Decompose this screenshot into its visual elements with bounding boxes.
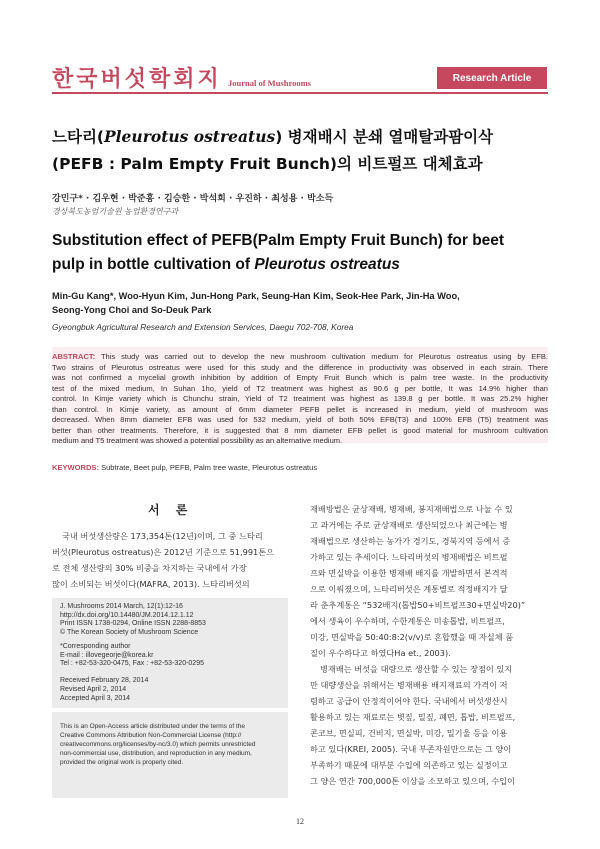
english-title-species: Pleurotus ostreatus [254, 256, 400, 273]
korean-affiliation: 경상북도농업기술원 농업환경연구과 [52, 207, 179, 216]
keywords-label: KEYWORDS: [52, 463, 99, 472]
info-line: *Corresponding author [60, 643, 131, 650]
body-line: 많이 소비되는 버섯이다(MAFRA, 2013). 느타리버섯의 [52, 579, 250, 589]
open-access-line: creativecommons.org/licenses/by-nc/3.0) which permits unrestricted [60, 741, 256, 748]
keywords [52, 463, 317, 472]
info-line: Received February 28, 2014 [60, 677, 149, 684]
abstract-line: than control. In Kimje variety, as amount of 6mm diameter PEFB pellet is increased in medium, yield of mushroom was [52, 404, 548, 414]
korean-title-species: Pleurotus ostreatus [104, 127, 276, 146]
open-access-line: Creative Commons Attribution Non-Commercial License (http:// [60, 732, 242, 739]
header-rule [52, 92, 548, 94]
body-line: 콘코브, 면실피, 건비지, 면실박, 미강, 밀기울 등을 이용 [310, 728, 508, 738]
body-line: 국내 버섯생산량은 173,354톤(12년)이며, 그 중 느타리 [62, 531, 263, 541]
korean-title-line-1 [52, 125, 493, 147]
body-line: 렴하고 공급이 안정적이어야 한다. 국내에서 버섯생산시 [310, 696, 508, 706]
body-line: 가하고 있는 추세이다. 느타리버섯의 병재배법은 비트펄 [310, 552, 508, 562]
abstract-text: This study was carried out to develop the new mushroom cultivation medium for Pleurotus ostreatus using by EFB. [95, 352, 548, 361]
body-line: 미강, 면실박을 50:40:8:2(v/v)로 혼합했을 때 자실체 품 [310, 632, 514, 642]
info-line: Revised April 2, 2014 [60, 686, 127, 693]
body-line: 하고 있다(KREI, 2005). 국내 부존자원만으로는 그 양이 [310, 744, 512, 754]
body-line: 활용하고 있는 재료로는 볏짚, 밀짚, 폐면, 톱밥, 비트펄프, [310, 712, 516, 722]
abstract-line: test of the mixed medium, In Suhan 1ho, yield of T2 treatment was highest as 90.6 g per bottle, It was 14.9% higher than [52, 383, 548, 393]
abstract-line: control. In Kimje variety which is Chunchu strain, Yield of T2 treatment was highest as 139.8 g per bottle. It was 25.2% higher [52, 394, 548, 403]
abstract-line: Two strains of Pleurotus ostreatus were used for this study and the difference in productivity was observed in each strain. There [52, 362, 548, 372]
abstract-label: ABSTRACT: [52, 352, 96, 361]
korean-title-line-2: (PEFB : Palm Empty Fruit Bunch)의 비트펄프 대체효과 [52, 155, 483, 173]
info-line: Tel : +82-53-320-0475, Fax : +82-53-320-0295 [60, 660, 204, 667]
abstract-line [52, 352, 548, 362]
doi-link[interactable]: http://dx.doi.org/10.14480/JM.2014.12.1.12 [60, 611, 194, 619]
english-title-line-2 [52, 256, 400, 274]
open-access-line: This is an Open-Access article distributed under the terms of the [60, 723, 245, 730]
english-title-part: pulp in bottle cultivation of [52, 256, 255, 273]
body-line: 라 춘추계통은 “532배지(톱밥50+비트펄프30+면실박20)” [310, 600, 526, 610]
info-line: © The Korean Society of Mushroom Science [60, 628, 199, 636]
korean-title-part: 느타리( [52, 128, 105, 146]
body-line: 그 양은 연간 700,000톤 이상을 소모하고 있으며, 수입이 [310, 776, 515, 786]
abstract-line: better than other treatments. Therefore, it is suggested that 8 mm diameter EFB pellet is good material for mushroom cultivation [52, 425, 548, 435]
body-line: 프와 면실박을 이용한 병재배 배지를 개발하면서 본격적 [310, 568, 508, 578]
keywords-text: Subtrate, Beet pulp, PEFB, Palm tree waste, Pleurotus ostreatus [98, 463, 318, 472]
open-access-line: provided the original work is properly cited. [60, 759, 184, 766]
body-line: 에서 생육이 우수하며, 수한계통은 미송톱밥, 비트펄프, [310, 616, 505, 626]
korean-title-part: ) 병재배시 분쇄 열매탈과팜이삭 [275, 128, 494, 146]
body-line: 재배방법은 균상재배, 병재배, 봉지재배법으로 나눌 수 있 [310, 504, 513, 514]
abstract-line: was not confirmed a mycelial growth inhibition by addition of Empty Fruit Bunch which is palm tree waste. In the productivity [52, 373, 548, 382]
body-line: 버섯(Pleurotus ostreatus)은 2012년 기준으로 51,991톤으 [52, 547, 275, 557]
english-affiliation: Gyeongbuk Agricultural Research and Extension Services, Daegu 702-708, Korea [52, 322, 354, 332]
abstract-line: medium and T5 treatment was showed a potential possibility as an alternative medium. [52, 436, 343, 445]
english-title-line-1: Substitution effect of PEFB(Palm Empty Fruit Bunch) for beet [52, 232, 505, 249]
journal-title-korean: 한국버섯학회지 [52, 67, 222, 92]
english-authors-line-1: Min-Gu Kang*, Woo-Hyun Kim, Jun-Hong Park, Seung-Han Kim, Seok-Hee Park, Jin-Ha Woo, [52, 291, 460, 301]
open-access-box [52, 712, 288, 798]
body-line: 부족하기 때문에 대부분 수입에 의존하고 있는 실정이고 [310, 760, 508, 770]
abstract-line: decreased. When 8mm diameter EFB was used for 532 medium, yield of both 50% EFB(T3) and 100% EFB (T5) treatment was [52, 415, 548, 424]
body-line: 으로 이뤄졌으며, 느타리버섯은 계통별로 적정배지가 달 [310, 584, 508, 594]
body-line: 고 과거에는 주로 균상재배로 생산되었으나 최근에는 병 [310, 520, 508, 530]
page-number: 12 [296, 817, 304, 826]
open-access-line: non-commercial use, distribution, and reproduction in any medium, [60, 750, 252, 757]
article-type-badge: Research Article [437, 67, 547, 89]
body-line: 만 대량생산을 위해서는 병재배용 배지재료의 가격이 저 [310, 680, 508, 690]
info-line: Accepted April 3, 2014 [60, 695, 131, 702]
info-line: Print ISSN 1738-0294, Online ISSN 2288-8853 [60, 620, 206, 627]
english-authors-line-2: Seong-Yong Choi and So-Deuk Park [52, 305, 212, 315]
korean-authors: 강민구* · 김우현 · 박준홍 · 김승한 · 박석희 · 우진하 · 최성용 · 박소득 [52, 194, 334, 204]
body-line: 재배법으로 생산하는 농가가 경기도, 경북지역 등에서 증 [310, 536, 511, 546]
email-link[interactable]: E-mail : illovegeorje@korea.kr [60, 651, 154, 659]
article-info-box [52, 598, 288, 708]
body-line: 병재배는 버섯을 대량으로 생산할 수 있는 장점이 있지 [320, 664, 513, 674]
body-line: 로 전체 생산량의 30% 비중을 차지하는 국내에서 가장 [52, 563, 247, 573]
journal-title-english: Journal of Mushrooms [228, 78, 311, 88]
body-line: 질이 우수하다고 하였다Ha et., 2003). [310, 648, 451, 658]
abstract-box [52, 347, 548, 443]
section-title: 서 론 [148, 503, 194, 517]
info-line: J. Mushrooms 2014 March, 12(1):12-16 [60, 603, 183, 610]
